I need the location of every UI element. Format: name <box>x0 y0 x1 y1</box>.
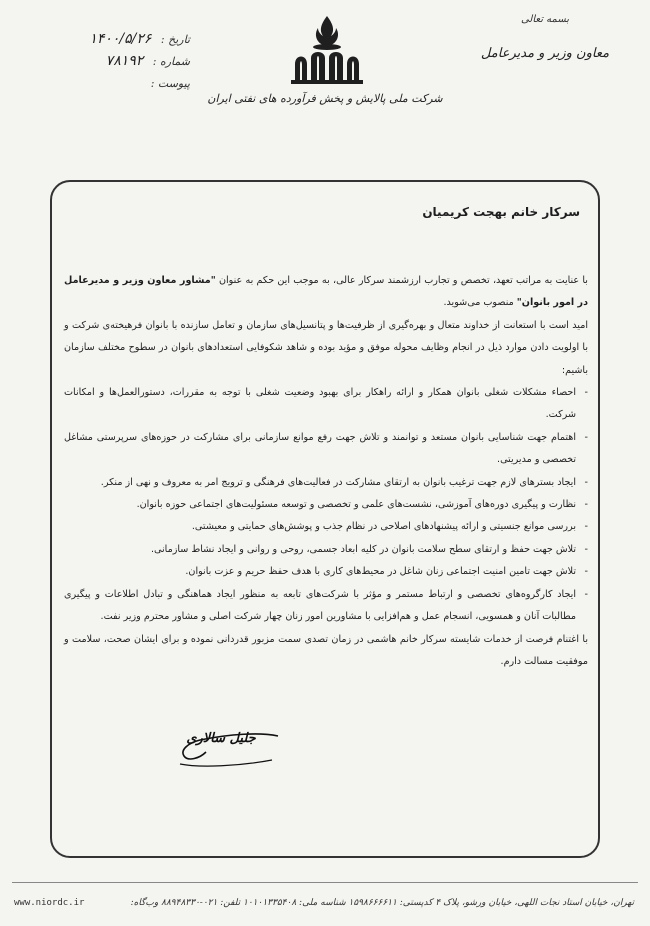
signature-name: جلیل سالاری <box>186 731 256 746</box>
bismillah-heading: بسمه تعالی <box>520 14 570 25</box>
date-label: تاریخ : <box>160 33 190 46</box>
intro-text: با عنایت به مراتب تعهد، تخصص و تجارب ارزشمند سرکار عالی، به موجب این حکم به عنوان <box>218 275 588 286</box>
company-name: شرکت ملی پالایش و پخش فرآورده های نفتی ایران <box>207 92 443 105</box>
letter-body <box>64 200 588 673</box>
number-value: ۷۸۱۹۲ <box>105 53 144 69</box>
duty-item: - بررسی موانع جنسیتی و ارائه پیشنهادهای اصلاحی در نظام جذب و پوشش‌های حمایتی و معیشتی. <box>64 516 588 538</box>
duty-item: - اهتمام جهت شناسایی بانوان مستعد و توانمند و تلاش جهت رفع موانع سازمانی برای مشارکت در حوزه‌های سرپرستی مشاغل تخصصی و مدیریتی. <box>64 427 588 472</box>
duty-item: - نظارت و پیگیری دوره‌های آموزشی، نشست‌های علمی و تخصصی و توسعه مسئولیت‌های اجتماعی حوزه بانوان. <box>64 494 588 516</box>
number-row <box>40 50 190 72</box>
footer-address: تهران، خیابان استاد نجات اللهی، خیابان ورشو، پلاک ۴ کدپستی: ۱۵۹۸۶۶۶۶۱۱ شناسه ملی: ۱۰۱۰۱۳۳۵۴۰۸ تلفن: ۰۲۱-۸۸۹۴۸۳۳۰ وب‌گاه: <box>130 898 634 908</box>
duty-item: - ایجاد بسترهای لازم جهت ترغیب بانوان به ارتقای مشارکت در فعالیت‌های فرهنگی و ترویج امر به معروف و نهی از منکر. <box>64 472 588 494</box>
footer <box>14 893 634 913</box>
intro-paragraph <box>64 270 588 315</box>
duty-item: - تلاش جهت حفظ و ارتقای سطح سلامت بانوان در کلیه ابعاد جسمی، روحی و روانی و ایجاد نشاط سازمانی. <box>64 539 588 561</box>
duty-item: - احصاء مشکلات شغلی بانوان همکار و ارائه راهکار برای بهبود وضعیت شغلی با توجه به مقررات، دستورالعمل‌ها و امکانات شرکت. <box>64 382 588 427</box>
body-paragraph: امید است با استعانت از خداوند متعال و بهره‌گیری از ظرفیت‌ها و پتانسیل‌های سازمان و تعامل سازنده با بانوان فرهیخته‌ی شرکت و با اولویت دادن موارد ذیل در انجام وظایف محوله موفق و مؤید بوده و شاهد شکوفایی استعدادهای بانوان در سطوح مختلف سازمان باشیم: <box>64 319 588 376</box>
date-value: ۱۴۰۰/۵/۲۶ <box>89 31 152 47</box>
niordc-logo-icon <box>285 14 369 86</box>
department-title: معاون وزیر و مدیرعامل <box>480 46 610 61</box>
footer-website-link[interactable]: www.niordc.ir <box>14 898 85 908</box>
footer-divider <box>12 882 638 883</box>
spacer <box>64 224 588 270</box>
duty-item: - تلاش جهت تامین امنیت اجتماعی زنان شاغل در محیط‌های کاری با هدف حفظ حریم و عزت بانوان. <box>64 561 588 583</box>
recipient-line: سرکار خانم بهجت کریمیان <box>422 205 580 219</box>
letter-meta <box>40 28 190 94</box>
appointment-title: "مشاور معاون وزیر و مدیرعامل در امور بانوان" <box>64 275 588 309</box>
date-row <box>40 28 190 50</box>
attachment-row <box>40 72 190 94</box>
attachment-label: پیوست : <box>150 77 190 90</box>
closing-paragraph: با اغتنام فرصت از خدمات شایسته سرکار خانم هاشمی در زمان تصدی سمت مزبور قدردانی نموده و برای ایشان صحت، سلامت و موفقیت مسالت دارم. <box>64 633 588 667</box>
number-label: شماره : <box>152 55 190 68</box>
intro-end: منصوب می‌شوید. <box>443 297 514 309</box>
duty-item: - ایجاد کارگروه‌های تخصصی و ارتباط مستمر و مؤثر با شرکت‌های تابعه به منظور ایجاد هماهنگی و تبادل اطلاعات و پیگیری مطالبات آنان و همسویی، انسجام عمل و هم‌افزایی با مشاورین امور زنان چهار شرکت اصلی و مشاور محترم وزیر نفت. <box>64 584 588 629</box>
